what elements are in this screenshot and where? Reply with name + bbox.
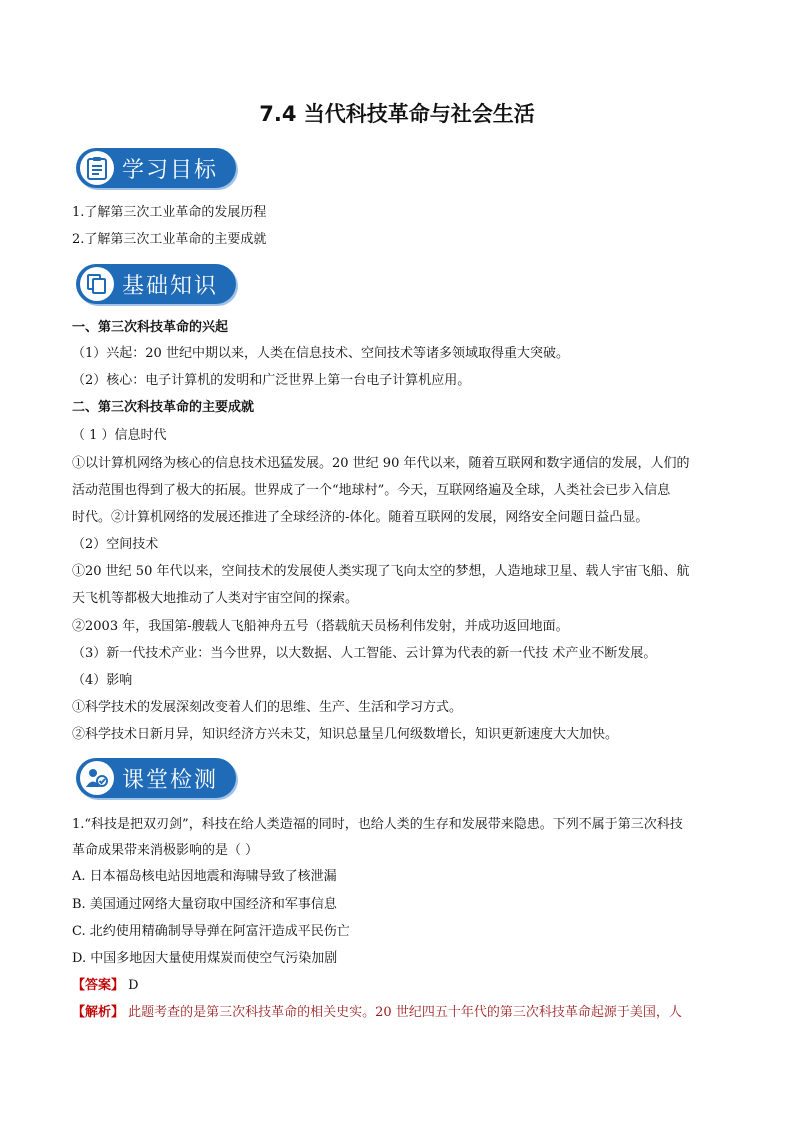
question-stem: 革命成果带来消极影响的是（ ） xyxy=(72,843,259,858)
objective-item: 2.了解第三次工业革命的主要成就 xyxy=(72,232,267,247)
option-a: A. 日本福岛核电站因地震和海啸导致了核泄漏 xyxy=(72,869,337,884)
question-stem: 1.“科技是把双刃剑”，科技在给人类造福的同时，也给人类的生存和发展带来隐患。下列不属于第三次科技 xyxy=(72,817,683,832)
objective-item: 1.了解第三次工业革命的发展历程 xyxy=(72,205,267,220)
paragraph: ②科学技术日新月异，知识经济方兴未艾，知识总量呈几何级数增长，知识更新速度大大加快。 xyxy=(72,727,619,742)
answer-line xyxy=(72,977,732,995)
paragraph: 天飞机等都极大地推动了人类对宇宙空间的探索。 xyxy=(72,591,359,606)
analysis-text: 此题考查的是第三次科技革命的相关史实。20 世纪四五十年代的第三次科技革命起源于美国，人 xyxy=(128,1005,682,1020)
analysis-tag: 【解析】 xyxy=(72,1005,125,1020)
heading-rise: 一、第三次科技革命的兴起 xyxy=(72,320,229,335)
paragraph: 活动范围也得到了极大的拓展。世界成了一个“地球村”。今天，互联网络遍及全球，人类社会已步入信息 xyxy=(72,483,671,498)
subheading: （4）影响 xyxy=(72,673,133,688)
documents-icon xyxy=(80,267,114,301)
section-banner-objectives xyxy=(76,148,236,188)
paragraph: ①科学技术的发展深刻改变着人们的思维、生产、生活和学习方式。 xyxy=(72,700,463,715)
option-c: C. 北约使用精确制导导弹在阿富汗造成平民伤亡 xyxy=(72,924,350,939)
section-banner-knowledge xyxy=(76,264,236,304)
paragraph: 时代。②计算机网络的发展还推进了全球经济的-体化。随着互联网的发展，网络安全问题日益凸显。 xyxy=(72,510,649,525)
section-label-knowledge: 基础知识 xyxy=(122,273,219,299)
subheading: （2）空间技术 xyxy=(72,537,159,552)
paragraph: ①20 世纪 50 年代以来，空间技术的发展使人类实现了飞向太空的梦想，人造地球卫星、载人宇宙飞船、航 xyxy=(72,564,690,579)
clipboard-icon xyxy=(80,151,114,185)
people-check-icon xyxy=(80,761,114,795)
analysis-line xyxy=(72,1004,732,1022)
paragraph: （1）兴起：20 世纪中期以来，人类在信息技术、空间技术等诸多领域取得重大突破。 xyxy=(72,346,569,361)
option-b: B. 美国通过网络大量窃取中国经济和军事信息 xyxy=(72,897,337,912)
answer-tag: 【答案】 xyxy=(72,978,125,993)
subheading: （ 1 ）信息时代 xyxy=(72,428,167,443)
page-title: 7.4 当代科技革命与社会生活 xyxy=(259,102,535,126)
paragraph: ①以计算机网络为核心的信息技术迅猛发展。20 世纪 90 年代以来，随着互联网和数字通信的发展，人们的 xyxy=(72,456,690,471)
paragraph: （2）核心：电子计算机的发明和广泛世界上第一台电子计算机应用。 xyxy=(72,373,471,388)
section-banner-check xyxy=(76,758,236,798)
paragraph: （3）新一代技术产业：当今世界，以大数据、人工智能、云计算为代表的新一代技 术产业不断发展。 xyxy=(72,646,657,661)
section-label-objectives: 学习目标 xyxy=(122,157,219,183)
paragraph: ②2003 年，我国第-艘载人飞船神舟五号（搭载航天员杨利伟发射，并成功返回地面。 xyxy=(72,619,569,634)
section-label-check: 课堂检测 xyxy=(122,767,219,793)
option-d: D. 中国多地因大量使用煤炭而使空气污染加剧 xyxy=(72,951,338,966)
heading-achievements: 二、第三次科技革命的主要成就 xyxy=(72,400,255,415)
answer-value: D xyxy=(128,978,139,993)
